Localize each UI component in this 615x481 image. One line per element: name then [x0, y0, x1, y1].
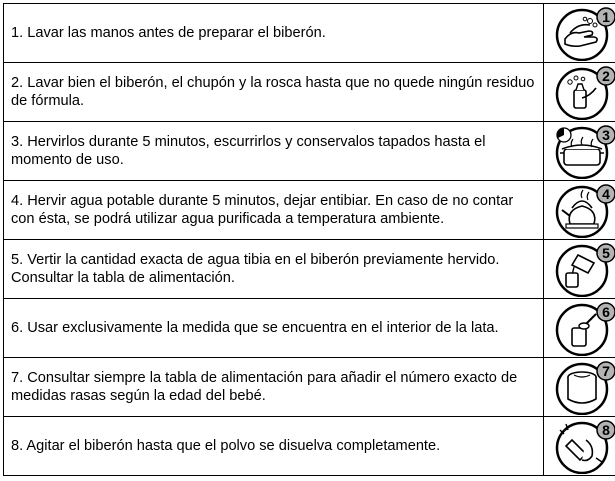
step-text: 4. Hervir agua potable durante 5 minutos, dejar entibiar. En caso de no contar con ésta, se podrá utilizar agua purificada a temperatura ambiente. [4, 181, 544, 240]
step-text: 6. Usar exclusivamente la medida que se encuentra en el interior de la lata. [4, 299, 544, 358]
step-number-badge: 6 [602, 304, 610, 320]
scoop-icon [552, 300, 615, 356]
washing-bottle-icon [552, 64, 615, 120]
step-row-6 [4, 299, 615, 358]
step-row-1 [4, 4, 615, 63]
step-row-2 [4, 63, 615, 122]
instructions-table [3, 3, 615, 476]
step-text: 1. Lavar las manos antes de preparar el biberón. [4, 4, 544, 63]
step-row-8 [4, 417, 615, 476]
step-row-4 [4, 181, 615, 240]
step-text: 8. Agitar el biberón hasta que el polvo se disuelva completamente. [4, 417, 544, 476]
step-row-7 [4, 358, 615, 417]
step-illustration [544, 299, 615, 358]
shake-bottle-icon [552, 418, 615, 474]
step-number-badge: 3 [602, 127, 610, 143]
step-number-badge: 1 [602, 9, 610, 25]
step-illustration [544, 240, 615, 299]
handwashing-icon [552, 5, 615, 61]
step-number-badge: 7 [602, 363, 610, 379]
step-text: 2. Lavar bien el biberón, el chupón y la rosca hasta que no quede ningún residuo de fórmula. [4, 63, 544, 122]
step-row-3 [4, 122, 615, 181]
step-text: 7. Consultar siempre la tabla de alimentación para añadir el número exacto de medidas rasas según la edad del bebé. [4, 358, 544, 417]
step-text: 5. Vertir la cantidad exacta de agua tibia en el biberón previamente hervido. Consultar la tabla de alimentación. [4, 240, 544, 299]
step-illustration [544, 181, 615, 240]
step-number-badge: 4 [602, 186, 610, 202]
step-number-badge: 2 [602, 68, 610, 84]
step-illustration [544, 4, 615, 63]
step-row-5 [4, 240, 615, 299]
pour-water-icon [552, 241, 615, 297]
formula-can-icon [552, 359, 615, 415]
step-number-badge: 5 [602, 245, 610, 261]
step-illustration [544, 358, 615, 417]
step-illustration [544, 417, 615, 476]
step-number-badge: 8 [602, 422, 610, 438]
step-text: 3. Hervirlos durante 5 minutos, escurrirlos y conservalos tapados hasta el momento de uso. [4, 122, 544, 181]
kettle-icon [552, 182, 615, 238]
step-illustration [544, 63, 615, 122]
step-illustration [544, 122, 615, 181]
boiling-pot-icon [552, 123, 615, 179]
